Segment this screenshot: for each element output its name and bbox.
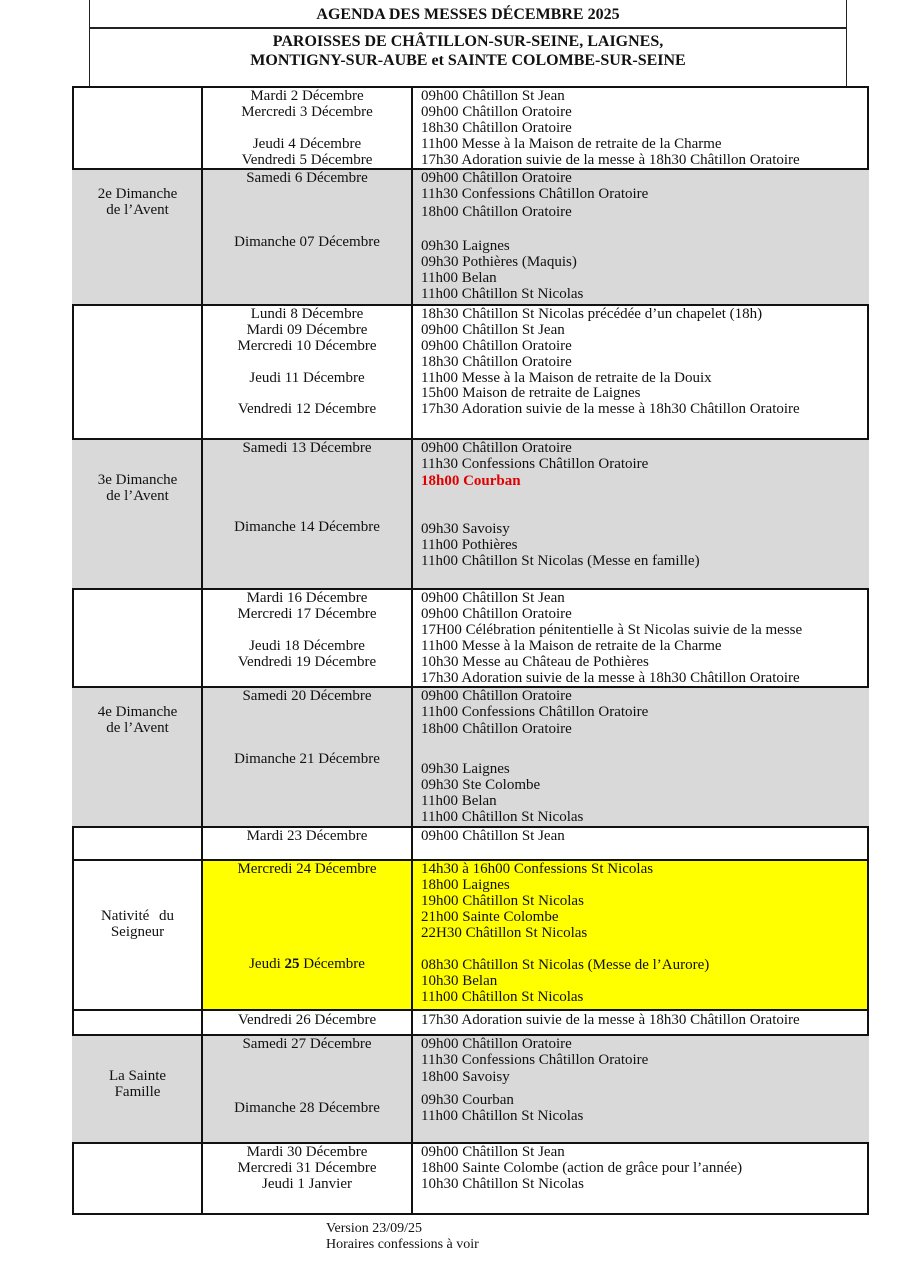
month-name: Décembre (299, 956, 365, 972)
day-name: Jeudi (249, 956, 285, 972)
mass-entry: 09h30 Pothières (Maquis) (421, 254, 577, 270)
mass-entry: 17H00 Célébration pénitentielle à St Nicolas suivie de la messe (421, 622, 803, 638)
mass-entry: 17h30 Adoration suivie de la messe à 18h30 Châtillon Oratoire (421, 401, 800, 417)
day-label: Vendredi 19 Décembre (237, 654, 377, 670)
confessions-note: Horaires confessions à voir (326, 1237, 479, 1252)
day-label: Dimanche 21 Décembre (234, 751, 380, 767)
mass-entry: 14h30 à 16h00 Confessions St Nicolas (421, 861, 654, 877)
mass-entry: 09h30 Courban (421, 1092, 514, 1108)
column-divider-2 (411, 86, 413, 1215)
mass-entry: 09h00 Châtillon St Jean (421, 1144, 565, 1160)
day-label: Vendredi 26 Décembre (237, 1012, 377, 1028)
mass-entry: 08h30 Châtillon St Nicolas (Messe de l’Aurore) (421, 957, 710, 973)
mass-entry: 15h00 Maison de retraite de Laignes (421, 385, 641, 401)
mass-entry-highlighted: 18h00 Courban (421, 473, 521, 489)
mass-entry: 09h30 Laignes (421, 238, 510, 254)
mass-entry: 18h30 Châtillon Oratoire (421, 120, 572, 136)
parishes-line-2: MONTIGNY-SUR-AUBE et SAINTE COLOMBE-SUR-SEINE (250, 52, 686, 69)
day-label: Mardi 30 Décembre (246, 1144, 368, 1160)
mass-entry: 09h00 Châtillon St Jean (421, 828, 565, 844)
mass-entry: 10h30 Belan (421, 973, 498, 989)
day-label: Vendredi 5 Décembre (241, 152, 373, 168)
mass-entry: 11h00 Châtillon St Nicolas (421, 809, 584, 825)
day-label: Dimanche 14 Décembre (234, 519, 380, 535)
day-label: Mardi 16 Décembre (246, 590, 368, 606)
day-label: Mercredi 10 Décembre (237, 338, 377, 354)
liturgical-label: Nativité du (100, 908, 175, 924)
day-label: Mercredi 24 Décembre (237, 861, 377, 877)
mass-entry: 11h00 Châtillon St Nicolas (421, 1108, 584, 1120)
mass-entry: 11h30 Confessions Châtillon Oratoire (421, 456, 649, 472)
liturgical-label: de l’Avent (106, 720, 169, 736)
liturgical-label: 4e Dimanche (97, 704, 178, 720)
mass-entry: 11h00 Belan (421, 270, 497, 286)
mass-entry: 11h00 Châtillon St Nicolas (Messe en famille) (421, 553, 700, 569)
version-note: Version 23/09/25 (326, 1221, 423, 1236)
liturgical-label: Seigneur (110, 924, 165, 940)
mass-entry: 19h00 Châtillon St Nicolas (421, 893, 584, 909)
mass-entry: 09h00 Châtillon Oratoire (421, 606, 572, 622)
mass-entry: 17h30 Adoration suivie de la messe à 18h30 Châtillon Oratoire (421, 1012, 800, 1028)
day-label: Samedi 27 Décembre (242, 1036, 372, 1052)
mass-entry: 11h00 Messe à la Maison de retraite de la Charme (421, 638, 722, 654)
mass-entry: 09h00 Châtillon St Jean (421, 322, 565, 338)
mass-entry: 09h00 Châtillon Oratoire (421, 1036, 572, 1052)
mass-entry: 18h30 Châtillon St Nicolas précédée d’un chapelet (18h) (421, 306, 763, 322)
day-label: Jeudi 4 Décembre (252, 136, 362, 152)
liturgical-label: de l’Avent (106, 202, 169, 218)
day-label: Lundi 8 Décembre (250, 306, 364, 322)
mass-entry: 09h30 Laignes (421, 761, 510, 777)
mass-entry: 18h00 Savoisy (421, 1069, 510, 1085)
mass-entry: 11h00 Châtillon St Nicolas (421, 989, 584, 1005)
liturgical-label: Famille (114, 1084, 161, 1100)
day-label: Vendredi 12 Décembre (237, 401, 377, 417)
day-label: Jeudi 11 Décembre (249, 370, 365, 386)
day-label: Dimanche 28 Décembre (234, 1100, 380, 1116)
mass-entry: 11h30 Confessions Châtillon Oratoire (421, 1052, 649, 1068)
day-label: Dimanche 07 Décembre (234, 234, 380, 250)
mass-entry: 18h00 Châtillon Oratoire (421, 721, 572, 737)
mass-entry: 18h00 Châtillon Oratoire (421, 204, 572, 220)
liturgical-label: de l’Avent (106, 488, 169, 504)
mass-entry: 09h00 Châtillon St Jean (421, 88, 565, 104)
day-label: Mardi 23 Décembre (246, 828, 368, 844)
day-label: Mercredi 31 Décembre (237, 1160, 377, 1176)
mass-entry: 18h00 Sainte Colombe (action de grâce pour l’année) (421, 1160, 743, 1176)
mass-entry: 09h30 Ste Colombe (421, 777, 541, 793)
mass-entry: 11h00 Châtillon St Nicolas (421, 286, 584, 302)
mass-entry: 09h00 Châtillon Oratoire (421, 104, 572, 120)
mass-entry: 17h30 Adoration suivie de la messe à 18h30 Châtillon Oratoire (421, 152, 800, 168)
mass-entry: 09h00 Châtillon Oratoire (421, 440, 572, 456)
page-title: AGENDA DES MESSES DÉCEMBRE 2025 (316, 6, 620, 23)
mass-entry: 09h00 Châtillon St Jean (421, 590, 565, 606)
mass-entry: 11h00 Pothières (421, 537, 518, 553)
day-label: Mercredi 3 Décembre (241, 104, 373, 120)
mass-entry: 18h00 Laignes (421, 877, 510, 893)
day-label: Samedi 13 Décembre (242, 440, 372, 456)
mass-entry: 09h00 Châtillon Oratoire (421, 338, 572, 354)
mass-entry: 10h30 Messe au Château de Pothières (421, 654, 649, 670)
mass-entry: 10h30 Châtillon St Nicolas (421, 1176, 584, 1192)
day-label: Mardi 09 Décembre (246, 322, 368, 338)
mass-entry: 09h00 Châtillon Oratoire (421, 170, 572, 186)
day-label: Jeudi 18 Décembre (249, 638, 365, 654)
day-label: Jeudi 1 Janvier (262, 1176, 352, 1192)
mass-entry: 17h30 Adoration suivie de la messe à 18h30 Châtillon Oratoire (421, 670, 800, 686)
liturgical-label: La Sainte (108, 1068, 167, 1084)
day-label: Mercredi 17 Décembre (237, 606, 377, 622)
liturgical-label: 3e Dimanche (97, 472, 178, 488)
parishes-line-1: PAROISSES DE CHÂTILLON-SUR-SEINE, LAIGNES, (272, 33, 664, 50)
mass-entry: 18h30 Châtillon Oratoire (421, 354, 572, 370)
mass-entry: 11h30 Confessions Châtillon Oratoire (421, 186, 649, 202)
day-label: Mardi 2 Décembre (250, 88, 364, 104)
liturgical-label: 2e Dimanche (97, 186, 178, 202)
day-label: Samedi 20 Décembre (242, 688, 372, 704)
mass-entry: 11h00 Belan (421, 793, 497, 809)
mass-entry: 09h30 Savoisy (421, 521, 510, 537)
day-label-christmas (203, 956, 411, 972)
mass-entry: 11h00 Messe à la Maison de retraite de la Douix (421, 370, 712, 386)
day-label: Samedi 6 Décembre (246, 170, 368, 186)
mass-entry: 21h00 Sainte Colombe (421, 909, 559, 925)
day-number-bold: 25 (284, 956, 300, 972)
mass-entry: 11h00 Messe à la Maison de retraite de la Charme (421, 136, 722, 152)
mass-entry: 11h00 Confessions Châtillon Oratoire (421, 704, 649, 720)
mass-entry: 09h00 Châtillon Oratoire (421, 688, 572, 704)
mass-entry: 22H30 Châtillon St Nicolas (421, 925, 588, 941)
